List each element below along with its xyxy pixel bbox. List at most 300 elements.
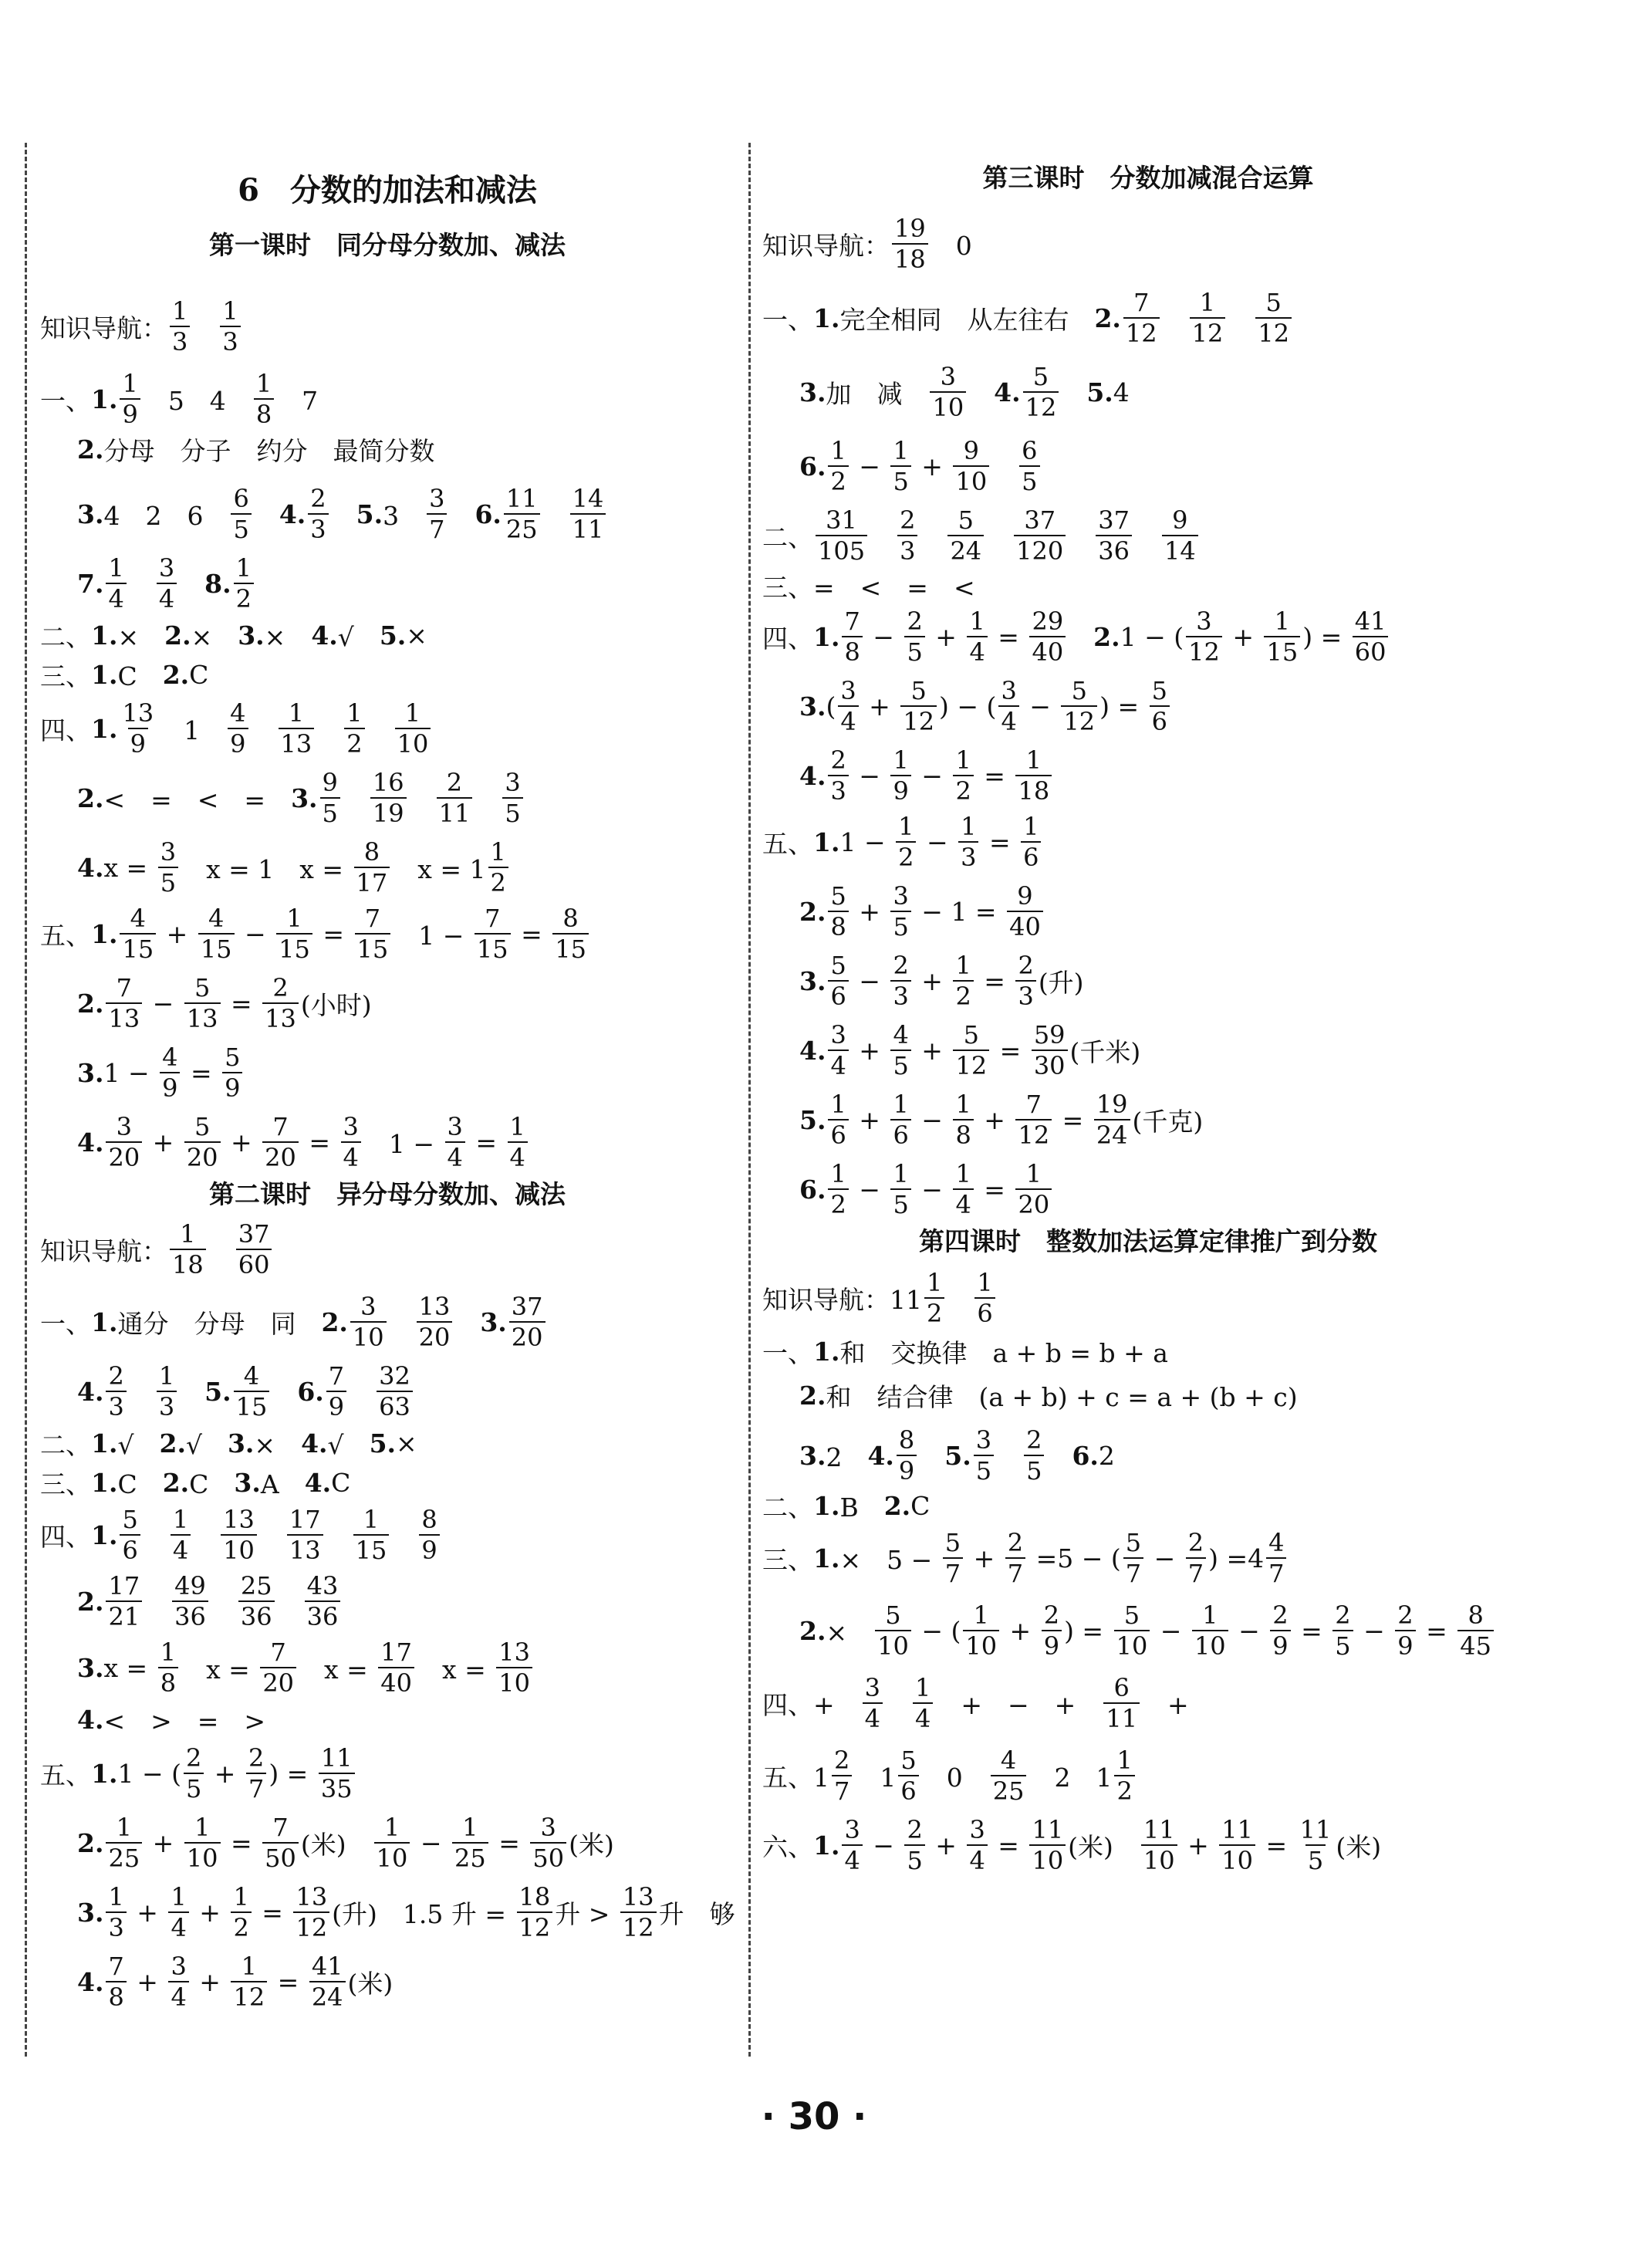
fraction <box>1114 1746 1134 1806</box>
answer-text: C <box>189 660 209 690</box>
fraction <box>106 1884 126 1940</box>
numerator: 5 <box>900 1746 917 1775</box>
item-number: 5. <box>369 1428 397 1458</box>
fraction <box>254 371 274 427</box>
numerator: 1 <box>1274 607 1291 636</box>
fraction <box>502 770 522 826</box>
denominator: 45 <box>1457 1630 1494 1658</box>
fraction <box>890 1161 910 1217</box>
fraction <box>998 678 1018 734</box>
denominator: 120 <box>1014 535 1066 563</box>
answer-text: 知识导航： <box>40 1235 167 1266</box>
answer-line <box>40 975 735 1031</box>
denominator: 5 <box>974 1455 994 1483</box>
denominator: 7 <box>1266 1557 1286 1586</box>
denominator: 15 <box>475 933 511 962</box>
denominator: 2 <box>488 867 508 895</box>
fraction <box>1024 1425 1044 1486</box>
numerator: 1 <box>194 1813 211 1842</box>
numerator: 59 <box>1033 1020 1066 1049</box>
answer-text: × <box>191 622 238 652</box>
numerator: 11 <box>320 1743 353 1773</box>
answer-text: − <box>918 826 957 857</box>
denominator: 8 <box>106 1981 126 2009</box>
numerator: 32 <box>379 1361 410 1391</box>
item-number: 1. <box>813 303 840 333</box>
answer-line <box>762 1600 1534 1661</box>
denominator: 11 <box>1103 1702 1140 1731</box>
fraction <box>1014 505 1066 566</box>
numerator: 14 <box>572 484 604 513</box>
item-number: 6. <box>799 451 826 482</box>
answer-text: × 5 − <box>839 1544 941 1575</box>
numerator: 3 <box>844 1815 860 1844</box>
answer-text <box>1046 1438 1072 1474</box>
fraction <box>504 486 540 542</box>
numerator: 11 <box>1221 1815 1253 1844</box>
fraction <box>953 745 973 806</box>
answer-text <box>919 1438 944 1474</box>
numerator: 8 <box>562 904 579 933</box>
answer-text: (米) <box>1068 1831 1139 1862</box>
answer-text: (米) <box>300 1829 372 1860</box>
answer-text: + <box>975 1104 1014 1135</box>
answer-text <box>367 711 393 747</box>
item-number: 8. <box>204 568 231 599</box>
numerator: 3 <box>893 881 909 911</box>
answer-line <box>40 1952 735 2012</box>
item-number: 2. <box>1094 303 1121 333</box>
fraction <box>341 1114 361 1170</box>
denominator: 4 <box>508 1141 528 1170</box>
numerator: 11 <box>505 484 538 513</box>
answer-text: 五、1 <box>762 1762 829 1793</box>
fraction <box>896 814 916 870</box>
answer-line <box>762 678 1534 734</box>
answer-text: − <box>236 918 275 949</box>
numerator: 7 <box>116 973 132 1002</box>
item-number: 2. <box>77 1586 104 1617</box>
answer-text <box>316 711 342 747</box>
denominator: 8 <box>828 911 848 939</box>
fraction <box>231 1952 267 2012</box>
numerator: 3 <box>171 1952 187 1981</box>
numerator: 2 <box>310 484 326 513</box>
answer-text <box>129 1374 154 1410</box>
numerator: 1 <box>955 951 971 980</box>
answer-text: x = 1 x = <box>181 853 352 884</box>
denominator: 7 <box>1005 1557 1025 1586</box>
denominator: 9 <box>1395 1630 1415 1658</box>
denominator: 9 <box>160 1072 180 1100</box>
fraction <box>958 814 978 870</box>
fraction <box>838 678 858 734</box>
answer-text: + <box>1001 1615 1039 1646</box>
fraction <box>842 607 862 667</box>
denominator: 20 <box>509 1321 545 1350</box>
item-number: 6. <box>1072 1440 1099 1471</box>
fraction <box>378 1638 414 1698</box>
fraction <box>1141 1817 1177 1873</box>
denominator: 9 <box>128 728 148 756</box>
item-number: 1. <box>813 1543 840 1573</box>
denominator: 6 <box>828 980 848 1009</box>
denominator: 15 <box>1264 636 1300 664</box>
answer-text: 一、 <box>762 304 813 335</box>
item-number: 3. <box>480 1306 507 1337</box>
answer-line <box>762 1746 1534 1806</box>
denominator: 8 <box>254 398 274 427</box>
fraction <box>1264 607 1300 667</box>
numerator: 49 <box>174 1571 206 1600</box>
item-number: 3. <box>77 1652 104 1683</box>
numerator: 8 <box>898 1425 915 1455</box>
numerator: 2 <box>272 973 289 1002</box>
fraction <box>963 1600 999 1661</box>
answer-line <box>40 1573 735 1629</box>
answer-text: = <box>975 1174 1014 1205</box>
answer-text <box>144 1584 170 1620</box>
denominator: 8 <box>158 1667 178 1695</box>
answer-line <box>40 486 735 542</box>
answer-text: 二、 <box>762 522 813 553</box>
answer-line <box>40 1743 735 1803</box>
answer-text: − ( <box>913 1615 961 1646</box>
numerator: 3 <box>864 1673 881 1702</box>
denominator: 4 <box>445 1141 465 1170</box>
numerator: 31 <box>826 505 857 535</box>
answer-text: 加 减 <box>826 378 928 409</box>
fraction <box>913 1675 933 1731</box>
denominator: 10 <box>374 1842 410 1871</box>
answer-text: 二、 <box>40 622 91 652</box>
item-number: 5. <box>356 499 383 529</box>
answer-text: + <box>144 1127 182 1158</box>
fraction <box>120 371 140 427</box>
answer-text: 1 − <box>103 1057 158 1088</box>
fraction <box>234 1361 270 1421</box>
numerator: 1 <box>915 1673 931 1702</box>
answer-text: C <box>117 661 163 691</box>
numerator: 2 <box>830 745 846 775</box>
numerator: 3 <box>360 1292 377 1321</box>
answer-line <box>40 553 735 613</box>
numerator: 2 <box>907 607 923 636</box>
answer-text: 1 − <box>839 826 894 857</box>
item-number: 4. <box>799 760 826 791</box>
fraction <box>106 1114 142 1170</box>
numerator: 7 <box>485 904 501 933</box>
answer-text: (米) <box>569 1829 614 1860</box>
answer-line <box>40 770 735 826</box>
numerator: 2 <box>907 1815 923 1844</box>
answer-text: 五、 <box>762 828 813 859</box>
numerator: 5 <box>885 1600 901 1630</box>
denominator: 12 <box>1123 317 1160 346</box>
item-number: 7. <box>77 568 104 599</box>
item-number: 1. <box>91 1468 118 1498</box>
item-number: 1. <box>91 620 118 651</box>
fraction <box>1021 814 1041 870</box>
numerator: 7 <box>1025 1090 1042 1119</box>
fraction <box>106 975 142 1031</box>
fraction <box>828 1092 848 1148</box>
denominator: 2 <box>1114 1775 1134 1803</box>
answer-line <box>762 505 1534 566</box>
numerator: 17 <box>289 1505 321 1534</box>
answer-text <box>1162 300 1187 336</box>
denominator: 9 <box>120 398 140 427</box>
answer-text <box>343 780 368 816</box>
answer-text: 一、 <box>40 1308 91 1339</box>
answer-text: = <box>1258 1830 1295 1861</box>
denominator: 12 <box>1186 636 1222 664</box>
numerator: 5 <box>1032 362 1049 391</box>
item-number: 4. <box>77 1705 104 1735</box>
answer-text: + <box>913 451 951 482</box>
answer-text: 7 <box>276 385 319 416</box>
fraction <box>828 745 848 806</box>
answer-text <box>1228 300 1253 336</box>
denominator: 6 <box>1150 705 1170 734</box>
numerator: 1 <box>830 436 846 465</box>
denominator: 11 <box>570 513 606 542</box>
fraction <box>222 1043 242 1103</box>
denominator: 6 <box>898 1775 918 1803</box>
fraction <box>904 1817 924 1873</box>
answer-line <box>40 698 735 759</box>
denominator: 4 <box>998 705 1018 734</box>
fraction <box>1255 290 1292 346</box>
denominator: 10 <box>953 465 989 494</box>
numerator: 2 <box>1397 1600 1414 1630</box>
numerator: 1 <box>233 1882 249 1911</box>
answer-text: 一、 <box>40 385 91 416</box>
answer-text: − <box>864 621 903 652</box>
denominator: 9 <box>326 1391 346 1419</box>
item-number: 1. <box>91 1758 118 1789</box>
item-number: 2. <box>321 1306 348 1337</box>
numerator: 1 <box>180 1219 196 1249</box>
denominator: 3 <box>308 513 328 542</box>
fraction <box>158 837 178 897</box>
item-number: 2. <box>799 896 826 927</box>
fraction <box>437 770 473 826</box>
answer-text: x = 1 <box>392 853 486 884</box>
denominator: 24 <box>1094 1119 1130 1148</box>
item-number: 1. <box>91 1428 118 1458</box>
numerator: 13 <box>498 1638 530 1667</box>
denominator: 105 <box>816 535 867 563</box>
denominator: 5 <box>1019 465 1039 494</box>
fraction <box>106 1815 142 1871</box>
numerator: 5 <box>1125 1528 1142 1557</box>
answer-text: 1 − ( <box>117 1758 181 1789</box>
answer-line <box>762 568 1534 604</box>
answer-text: 0 <box>930 230 972 261</box>
answer-line <box>40 371 735 427</box>
numerator: 2 <box>1272 1600 1289 1630</box>
fraction <box>184 1743 204 1803</box>
denominator: 20 <box>1015 1188 1052 1217</box>
fraction <box>320 770 340 826</box>
denominator: 13 <box>287 1534 323 1563</box>
fraction <box>220 296 240 357</box>
fraction <box>106 1952 126 2012</box>
answer-text: + <box>860 691 899 722</box>
item-number: 2. <box>77 434 104 465</box>
denominator: 20 <box>260 1667 296 1695</box>
answer-text: = <box>1292 1615 1331 1646</box>
answer-line <box>762 814 1534 870</box>
answer-text: = <box>467 1127 505 1158</box>
answer-text: = <box>222 988 261 1019</box>
numerator: 3 <box>969 1815 985 1844</box>
numerator: 11 <box>1032 1815 1064 1844</box>
denominator: 10 <box>875 1630 911 1658</box>
answer-text: 四、 <box>762 623 813 654</box>
numerator: 2 <box>185 1743 202 1773</box>
denominator: 4 <box>842 1844 862 1873</box>
answer-text: 三、= < = < <box>762 573 975 603</box>
denominator: 50 <box>530 1842 566 1871</box>
item-number: 4. <box>311 620 338 651</box>
fraction <box>168 1952 188 2012</box>
item-number: 6. <box>297 1376 324 1407</box>
item-number: 5. <box>944 1440 971 1471</box>
answer-line <box>40 1465 735 1501</box>
numerator: 4 <box>893 1020 909 1049</box>
denominator: 60 <box>236 1249 272 1277</box>
numerator: 9 <box>963 436 979 465</box>
answer-line <box>762 1425 1534 1486</box>
answer-text: 和 交换律 a + b = b + a <box>839 1338 1168 1368</box>
denominator: 3 <box>106 1911 126 1940</box>
answer-text: 完全相同 从左往右 <box>839 304 1095 335</box>
fraction <box>353 1507 390 1563</box>
fraction <box>309 1952 346 2012</box>
answer-text: = <box>989 621 1028 652</box>
denominator: 36 <box>238 1600 275 1629</box>
denominator: 25 <box>452 1842 488 1871</box>
answer-text: 四、 <box>40 715 91 745</box>
denominator: 13 <box>262 1002 299 1031</box>
numerator: 1 <box>108 1882 124 1911</box>
fraction <box>160 1043 180 1103</box>
section-heading <box>762 1222 1534 1258</box>
item-number: 3. <box>799 965 826 996</box>
fraction <box>828 438 848 494</box>
answer-text: × <box>406 620 427 651</box>
fraction <box>198 906 235 962</box>
numerator: 1 <box>893 436 909 465</box>
denominator: 10 <box>963 1630 999 1658</box>
fraction <box>890 745 910 806</box>
numerator: 5 <box>958 505 974 535</box>
denominator: 5 <box>904 1844 924 1873</box>
item-number: 1. <box>813 1830 840 1861</box>
fraction <box>1190 290 1226 346</box>
answer-text: √ <box>185 1430 228 1460</box>
answer-text: ) = <box>1064 1615 1112 1646</box>
numerator: 1 <box>363 1505 380 1534</box>
fraction <box>106 553 126 613</box>
answer-text <box>129 566 154 602</box>
answer-line <box>762 1092 1534 1148</box>
answer-text: + <box>1179 1830 1218 1861</box>
numerator: 1 <box>893 1159 909 1188</box>
fraction <box>897 1425 917 1486</box>
numerator: 19 <box>894 214 926 243</box>
fraction <box>517 1884 553 1940</box>
fraction <box>1015 745 1052 806</box>
answer-text: − <box>1021 691 1059 722</box>
answer-line <box>40 431 735 468</box>
answer-text <box>991 448 1017 485</box>
answer-line <box>40 1425 735 1462</box>
answer-text: − <box>412 1827 450 1858</box>
answer-line <box>762 1377 1534 1414</box>
fraction <box>419 1507 439 1563</box>
denominator: 40 <box>378 1667 414 1695</box>
answer-text: + <box>965 1543 1003 1573</box>
item-number: 2. <box>1093 621 1120 652</box>
fraction <box>221 1507 257 1563</box>
denominator: 5 <box>890 1188 910 1217</box>
answer-text: 四、+ <box>762 1689 860 1720</box>
denominator: 36 <box>305 1600 341 1629</box>
denominator: 6 <box>974 1297 995 1326</box>
denominator: 20 <box>184 1141 221 1170</box>
fraction <box>168 1884 188 1940</box>
denominator: 24 <box>947 535 984 563</box>
item-number: 1. <box>813 826 840 857</box>
answer-text: + <box>850 1104 889 1135</box>
answer-text: + <box>1142 1689 1189 1720</box>
answer-text: 3 <box>383 500 425 531</box>
answer-text: = <box>981 826 1019 857</box>
numerator: 1 <box>346 698 363 728</box>
denominator: 5 <box>890 911 910 939</box>
answer-text: 五、 <box>40 1759 91 1790</box>
answer-text <box>251 711 276 747</box>
numerator: 7 <box>328 1361 345 1391</box>
numerator: 3 <box>343 1112 359 1141</box>
answer-text <box>331 496 356 532</box>
denominator: 10 <box>1219 1844 1255 1873</box>
item-number: 1. <box>91 384 118 414</box>
fraction <box>172 1573 208 1629</box>
answer-text: 2 <box>826 1442 868 1472</box>
fraction <box>1186 1530 1206 1586</box>
fraction <box>530 1815 566 1871</box>
answer-text: + <box>191 1966 229 1997</box>
fraction <box>374 1815 410 1871</box>
numerator: 1 <box>462 1813 478 1842</box>
answer-text: ) = <box>1099 691 1147 722</box>
answer-text: 和 结合律 (a + b) + c = a + (b + c) <box>826 1382 1298 1412</box>
numerator: 3 <box>116 1112 132 1141</box>
denominator: 9 <box>419 1534 439 1563</box>
numerator: 1 <box>955 745 971 775</box>
numerator: 3 <box>1001 676 1017 705</box>
numerator: 7 <box>364 904 381 933</box>
numerator: 3 <box>158 553 175 583</box>
answer-text: − <box>913 760 951 791</box>
denominator: 2 <box>231 1911 251 1940</box>
item-number: 1. <box>813 1491 840 1521</box>
answer-text: − <box>913 1174 951 1205</box>
